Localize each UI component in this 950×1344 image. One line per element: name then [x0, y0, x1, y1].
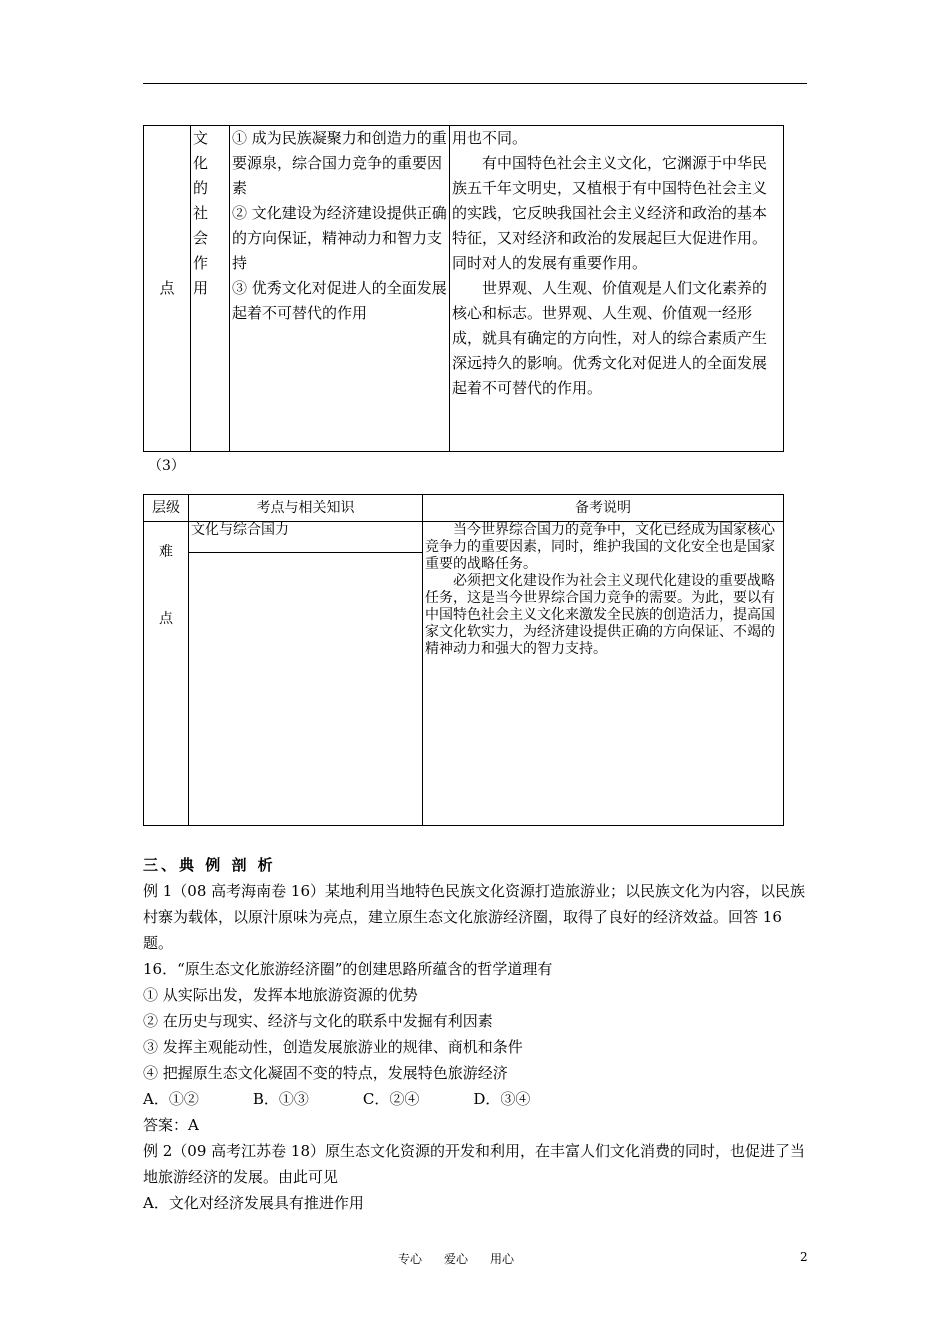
level-char: 难 — [159, 544, 173, 560]
level-label: 点 — [159, 279, 175, 297]
section-title: 三、典 例 剖 析 — [143, 856, 276, 874]
header-knowledge: 考点与相关知识 — [189, 495, 423, 522]
example-2-option-a: A．文化对经济发展具有推进作用 — [143, 1194, 364, 1212]
table-number-label: （3） — [148, 458, 185, 474]
note-paragraph: 当今世界综合国力的竞争中，文化已经成为国家核心竞争力的重要因素，同时，维护我国的文化安全也是国家重要的战略任务。 — [425, 522, 775, 572]
note-cell — [423, 522, 784, 826]
category-line: 的 社 — [193, 179, 215, 222]
knowledge-item: ① 成为民族凝聚力和创造力的重要源泉，综合国力竞争的重要因素 — [232, 129, 447, 197]
note-cell — [450, 126, 784, 452]
header-level: 层级 — [144, 495, 189, 522]
header-rule — [143, 83, 807, 84]
level-cell — [144, 126, 191, 452]
category-line: 文 化 — [193, 129, 215, 172]
category-cell — [191, 126, 230, 452]
option-c: C．②④ — [362, 1090, 420, 1108]
header-notes: 备考说明 — [423, 495, 784, 522]
option-a: A．①② — [143, 1090, 199, 1108]
category-line: 用 — [193, 279, 215, 297]
answer: 答案：A — [143, 1116, 199, 1134]
note-paragraph: 世界观、人生观、价值观是人们文化素养的核心和标志。世界观、人生观、价值观一经形成，就具有确定的方向性，对人的综合素质产生深远持久的影响。优秀文化对促进人的全面发展起着不可替代的作用。 — [452, 279, 768, 397]
question-16: 16．“原生态文化旅游经济圈”的创建思路所蕴含的哲学道理有 — [143, 960, 553, 978]
knowledge-table-1 — [143, 125, 784, 452]
knowledge-table-2 — [143, 494, 784, 826]
question-item: ② 在历史与现实、经济与文化的联系中发掘有利因素 — [143, 1012, 493, 1030]
knowledge-cell — [230, 126, 450, 452]
knowledge-item: 文化与综合国力 — [189, 522, 422, 553]
page-number: 2 — [800, 1250, 808, 1264]
level-char: 点 — [159, 611, 173, 627]
knowledge-item: ③ 优秀文化对促进人的全面发展起着不可替代的作用 — [232, 279, 447, 322]
footer-motto — [398, 1250, 536, 1267]
knowledge-item: ② 文化建设为经济建设提供正确的方向保证，精神动力和智力支持 — [232, 204, 447, 272]
example-1-intro: 例 1（08 高考海南卷 16）某地利用当地特色民族文化资源打造旅游业；以民族文化为内容，以民族村寨为载体，以原汁原味为亮点，建立原生态文化旅游经济圈，取得了良好的经济效益。回答 16 题。 — [143, 882, 806, 952]
question-item: ① 从实际出发，发挥本地旅游资源的优势 — [143, 986, 418, 1004]
footer-word: 专心 — [398, 1252, 423, 1266]
knowledge-cell — [189, 522, 423, 826]
answer-options — [143, 1086, 813, 1112]
note-paragraph: 必须把文化建设作为社会主义现代化建设的重要战略任务，这是当今世界综合国力竞争的需要。为此，要以有中国特色社会主义文化来激发全民族的创造活力，提高国家文化软实力，为经济建设提供正确的方向保证、不竭的精神动力和强大的智力支持。 — [425, 573, 775, 657]
category-line: 会 作 — [193, 229, 215, 272]
examples-section — [143, 852, 813, 1216]
footer-word: 爱心 — [444, 1252, 469, 1266]
example-2-intro: 例 2（09 高考江苏卷 18）原生态文化资源的开发和利用，在丰富人们文化消费的同时，也促进了当地旅游经济的发展。由此可见 — [143, 1142, 806, 1186]
option-d: D．③④ — [473, 1090, 531, 1108]
option-b: B．①③ — [252, 1090, 309, 1108]
question-item: ④ 把握原生态文化凝固不变的特点，发展特色旅游经济 — [143, 1064, 508, 1082]
question-item: ③ 发挥主观能动性，创造发展旅游业的规律、商机和条件 — [143, 1038, 523, 1056]
footer-word: 用心 — [490, 1252, 515, 1266]
note-lead: 用也不同。 — [452, 129, 528, 147]
level-cell — [144, 522, 189, 826]
note-paragraph: 有中国特色社会主义文化，它渊源于中华民族五千年文明史，又植根于有中国特色社会主义的实践，它反映我国社会主义经济和政治的基本特征，又对经济和政治的发展起巨大促进作用。同时对人的发展有重要作用。 — [452, 154, 768, 272]
